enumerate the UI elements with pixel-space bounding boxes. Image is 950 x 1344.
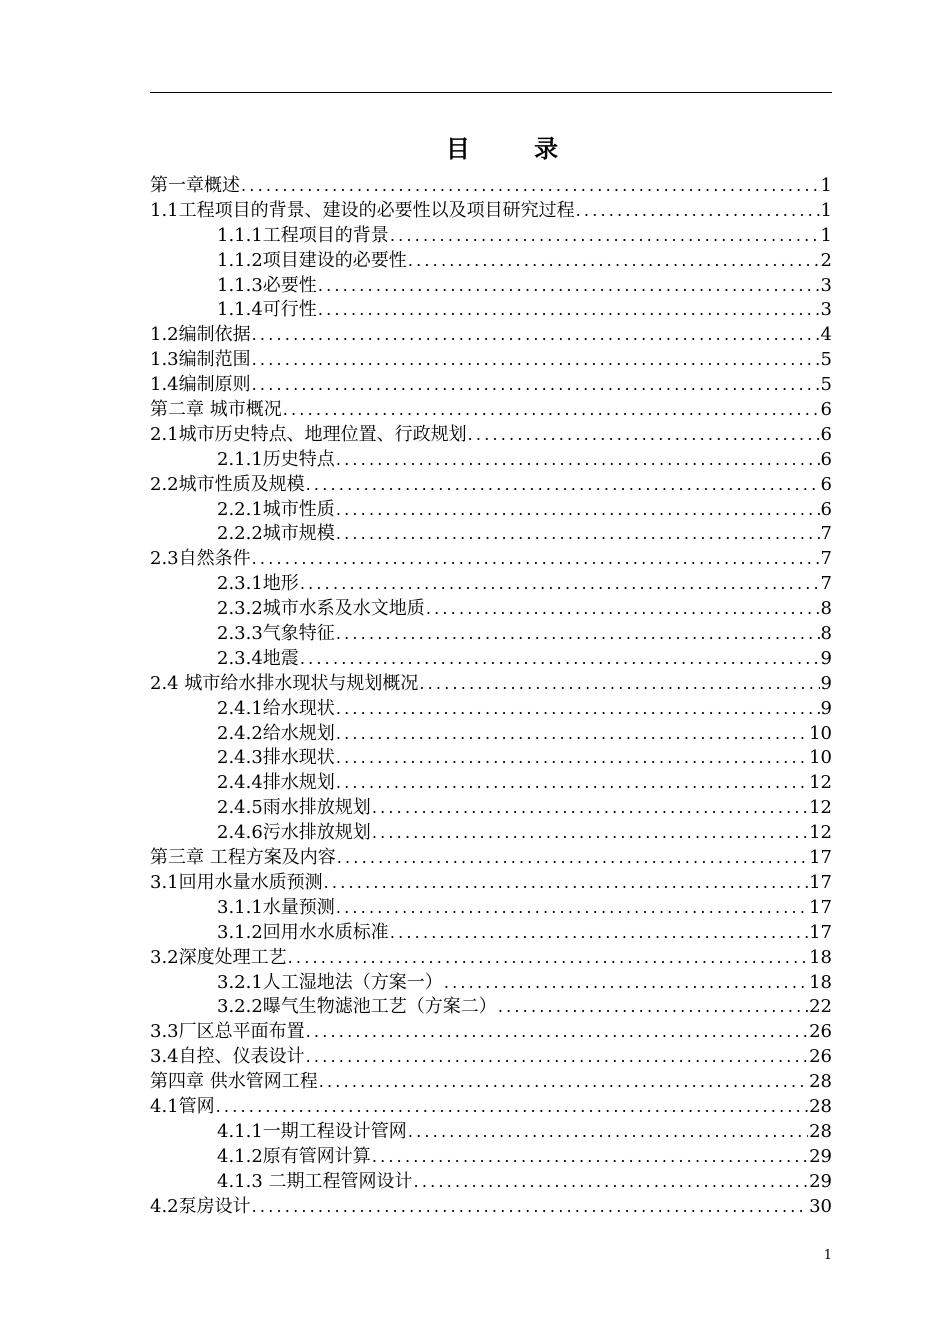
toc-dot-leader — [426, 597, 820, 622]
toc-entry-label: 2.4.6污水排放规划 — [217, 822, 371, 844]
toc-dot-leader — [336, 746, 808, 771]
toc-entry-page: 26 — [809, 1021, 832, 1043]
toc-entry-page: 7 — [820, 573, 832, 595]
toc-entry[interactable] — [150, 1145, 832, 1170]
toc-entry-page: 4 — [820, 324, 832, 346]
toc-entry[interactable] — [150, 274, 832, 299]
toc-entry-label: 2.4.5雨水排放规划 — [217, 797, 371, 819]
toc-entry-page: 22 — [809, 996, 832, 1018]
toc-entry-label: 2.1城市历史特点、地理位置、行政规划 — [150, 423, 467, 445]
toc-entry[interactable] — [150, 921, 832, 946]
toc-entry[interactable] — [150, 746, 832, 771]
toc-entry-label: 2.4.2给水规划 — [217, 722, 335, 744]
toc-dot-leader — [252, 323, 820, 348]
toc-entry[interactable] — [150, 199, 832, 224]
toc-entry-label: 1.3编制范围 — [150, 349, 251, 371]
toc-entry-page: 12 — [809, 772, 832, 794]
toc-entry-page: 1 — [820, 224, 832, 246]
toc-entry-page: 5 — [820, 349, 832, 371]
toc-entry-page: 6 — [820, 448, 832, 470]
toc-entry-label: 3.4自控、仪表设计 — [150, 1046, 305, 1068]
toc-entry-label: 4.2泵房设计 — [150, 1195, 251, 1217]
toc-entry[interactable] — [150, 249, 832, 274]
toc-entry-page: 12 — [809, 797, 832, 819]
toc-title: 目 录 — [445, 135, 587, 163]
toc-entry-label: 2.3.4地震 — [217, 647, 299, 669]
toc-dot-leader — [300, 647, 820, 672]
toc-entry-page: 9 — [820, 672, 832, 694]
toc-dot-leader — [468, 423, 820, 448]
toc-dot-leader — [336, 622, 820, 647]
toc-entry-label: 4.1.1一期工程设计管网 — [217, 1120, 407, 1142]
toc-entry-page: 7 — [820, 548, 832, 570]
toc-dot-leader — [336, 771, 808, 796]
toc-entry-label: 3.1回用水量水质预测 — [150, 871, 323, 893]
toc-dot-leader — [283, 398, 820, 423]
toc-dot-leader — [372, 821, 808, 846]
toc-entry[interactable] — [150, 298, 832, 323]
toc-entry[interactable] — [150, 971, 832, 996]
toc-entry-label: 2.4.4排水规划 — [217, 772, 335, 794]
toc-dot-leader — [306, 473, 820, 498]
toc-dot-leader — [336, 697, 820, 722]
toc-dot-leader — [336, 896, 808, 921]
toc-entry[interactable] — [150, 821, 832, 846]
toc-entry-page: 28 — [809, 1071, 832, 1093]
toc-dot-leader — [324, 871, 808, 896]
toc-entry-page: 18 — [809, 971, 832, 993]
toc-entry-label: 3.1.1水量预测 — [217, 896, 335, 918]
toc-entry[interactable] — [150, 1070, 832, 1095]
toc-entry-page: 5 — [820, 374, 832, 396]
toc-dot-leader — [288, 946, 808, 971]
toc-entry[interactable] — [150, 672, 832, 697]
toc-entry-label: 2.3自然条件 — [150, 548, 251, 570]
toc-entry[interactable] — [150, 597, 832, 622]
toc-entry[interactable] — [150, 423, 832, 448]
toc-dot-leader — [419, 672, 819, 697]
toc-entry-label: 2.3.3气象特征 — [217, 623, 335, 645]
toc-entry-page: 10 — [809, 747, 832, 769]
toc-entry[interactable] — [150, 647, 832, 672]
toc-entry[interactable] — [150, 846, 832, 871]
toc-dot-leader — [318, 274, 820, 299]
toc-entry-label: 2.4 城市给水排水现状与规划概况 — [150, 672, 419, 694]
toc-entry[interactable] — [150, 1120, 832, 1145]
toc-entry[interactable] — [150, 473, 832, 498]
toc-entry-label: 1.1.3必要性 — [217, 274, 317, 296]
toc-entry-label: 3.2.1人工湿地法（方案一） — [217, 971, 443, 993]
toc-dot-leader — [336, 498, 820, 523]
toc-entry-page: 6 — [820, 423, 832, 445]
toc-dot-leader — [498, 995, 808, 1020]
toc-dot-leader — [216, 1095, 808, 1120]
toc-entry[interactable] — [150, 1170, 832, 1195]
toc-dot-leader — [372, 1145, 808, 1170]
toc-entry-page: 2 — [820, 249, 832, 271]
toc-entry-label: 1.1.4可行性 — [217, 299, 317, 321]
toc-entry[interactable] — [150, 1045, 832, 1070]
toc-entry-label: 1.1.1工程项目的背景 — [217, 224, 389, 246]
toc-entry[interactable] — [150, 896, 832, 921]
toc-entry-label: 2.3.1地形 — [217, 573, 299, 595]
toc-entry-page: 8 — [820, 598, 832, 620]
toc-entry-label: 2.4.3排水现状 — [217, 747, 335, 769]
toc-entry-page: 9 — [820, 647, 832, 669]
toc-dot-leader — [252, 348, 820, 373]
toc-entry-label: 第二章 城市概况 — [150, 399, 282, 421]
toc-entry-page: 6 — [820, 399, 832, 421]
toc-entry-label: 1.1工程项目的背景、建设的必要性以及项目研究过程 — [150, 199, 575, 221]
toc-dot-leader — [444, 971, 808, 996]
toc-entry[interactable] — [150, 572, 832, 597]
toc-entry-label: 第一章概述 — [150, 175, 240, 196]
toc-entry[interactable] — [150, 398, 832, 423]
toc-dot-leader — [336, 722, 808, 747]
toc-entry[interactable] — [150, 871, 832, 896]
toc-dot-leader — [252, 547, 820, 572]
toc-dot-leader — [241, 174, 820, 199]
toc-entry-page: 6 — [820, 498, 832, 520]
toc-dot-leader — [414, 1170, 809, 1195]
toc-entry-page: 1 — [820, 199, 832, 221]
toc-entry-page: 3 — [820, 299, 832, 321]
toc-entry[interactable] — [150, 1195, 832, 1220]
toc-entry[interactable] — [150, 498, 832, 523]
toc-entry-page: 7 — [820, 523, 832, 545]
toc-entry[interactable] — [150, 448, 832, 473]
toc-entry-page: 30 — [809, 1195, 832, 1217]
toc-entry-page: 29 — [809, 1145, 832, 1167]
toc-entry-label: 4.1管网 — [150, 1095, 215, 1117]
toc-entry[interactable] — [150, 722, 832, 747]
toc-entry-label: 2.2.2城市规模 — [217, 523, 335, 545]
toc-dot-leader — [252, 1195, 808, 1220]
toc-entry-label: 3.3厂区总平面布置 — [150, 1021, 305, 1043]
toc-dot-leader — [252, 373, 820, 398]
toc-dot-leader — [306, 1020, 808, 1045]
toc-entry-page: 9 — [820, 697, 832, 719]
toc-dot-leader — [390, 921, 808, 946]
toc-entry[interactable] — [150, 522, 832, 547]
toc-entry-label: 1.1.2项目建设的必要性 — [217, 249, 407, 271]
toc-entry-label: 3.1.2回用水水质标准 — [217, 921, 389, 943]
header-rule — [150, 92, 832, 93]
toc-entry-label: 3.2.2曝气生物滤池工艺（方案二） — [217, 996, 497, 1018]
toc-entry[interactable] — [150, 622, 832, 647]
toc-entry-label: 4.1.2原有管网计算 — [217, 1145, 371, 1167]
toc-dot-leader — [336, 522, 820, 547]
toc-dot-leader — [337, 846, 808, 871]
toc-entry-label: 2.2城市性质及规模 — [150, 473, 305, 495]
toc-entry-label: 2.4.1给水现状 — [217, 697, 335, 719]
toc-entry-label: 2.2.1城市性质 — [217, 498, 335, 520]
toc-entry-label: 1.4编制原则 — [150, 374, 251, 396]
toc-dot-leader — [408, 1120, 808, 1145]
toc-entry-page: 1 — [820, 175, 832, 196]
toc-dot-leader — [390, 224, 820, 249]
toc-entry-page: 18 — [809, 946, 832, 968]
toc-dot-leader — [318, 298, 820, 323]
toc-dot-leader — [372, 796, 808, 821]
toc-dot-leader — [408, 249, 820, 274]
toc-entry-page: 17 — [809, 847, 832, 869]
toc-entry[interactable] — [150, 1020, 832, 1045]
toc-entry[interactable] — [150, 796, 832, 821]
toc-entry-page: 17 — [809, 921, 832, 943]
toc-dot-leader — [576, 199, 820, 224]
toc-entry[interactable] — [150, 946, 832, 971]
toc-entry-page: 3 — [820, 274, 832, 296]
toc-entry-page: 29 — [809, 1170, 832, 1192]
toc-entry[interactable] — [150, 771, 832, 796]
toc-entry-page: 28 — [809, 1095, 832, 1117]
toc-entry-page: 12 — [809, 822, 832, 844]
toc-entry[interactable] — [150, 224, 832, 249]
toc-entry[interactable] — [150, 995, 832, 1020]
toc-entry-label: 2.1.1历史特点 — [217, 448, 335, 470]
toc-entry-page: 6 — [820, 473, 832, 495]
toc-entry-label: 4.1.3 二期工程管网设计 — [217, 1170, 413, 1192]
toc-entry-label: 1.2编制依据 — [150, 324, 251, 346]
toc-entry[interactable] — [150, 547, 832, 572]
table-of-contents — [150, 174, 832, 1219]
toc-entry-page: 28 — [809, 1120, 832, 1142]
toc-entry-label: 第三章 工程方案及内容 — [150, 847, 336, 869]
toc-entry-label: 3.2深度处理工艺 — [150, 946, 287, 968]
page-number: 1 — [823, 1248, 832, 1263]
toc-entry[interactable] — [150, 697, 832, 722]
toc-entry-label: 2.3.2城市水系及水文地质 — [217, 598, 425, 620]
toc-entry-page: 26 — [809, 1046, 832, 1068]
toc-dot-leader — [319, 1070, 808, 1095]
toc-entry[interactable] — [150, 1095, 832, 1120]
toc-entry[interactable] — [150, 174, 832, 199]
toc-dot-leader — [306, 1045, 808, 1070]
toc-entry-page: 10 — [809, 722, 832, 744]
toc-entry-label: 第四章 供水管网工程 — [150, 1071, 318, 1093]
toc-dot-leader — [336, 448, 820, 473]
toc-entry-page: 8 — [820, 623, 832, 645]
toc-dot-leader — [300, 572, 820, 597]
toc-entry-page: 17 — [809, 871, 832, 893]
toc-entry[interactable] — [150, 373, 832, 398]
toc-entry[interactable] — [150, 348, 832, 373]
toc-entry[interactable] — [150, 323, 832, 348]
toc-entry-page: 17 — [809, 896, 832, 918]
